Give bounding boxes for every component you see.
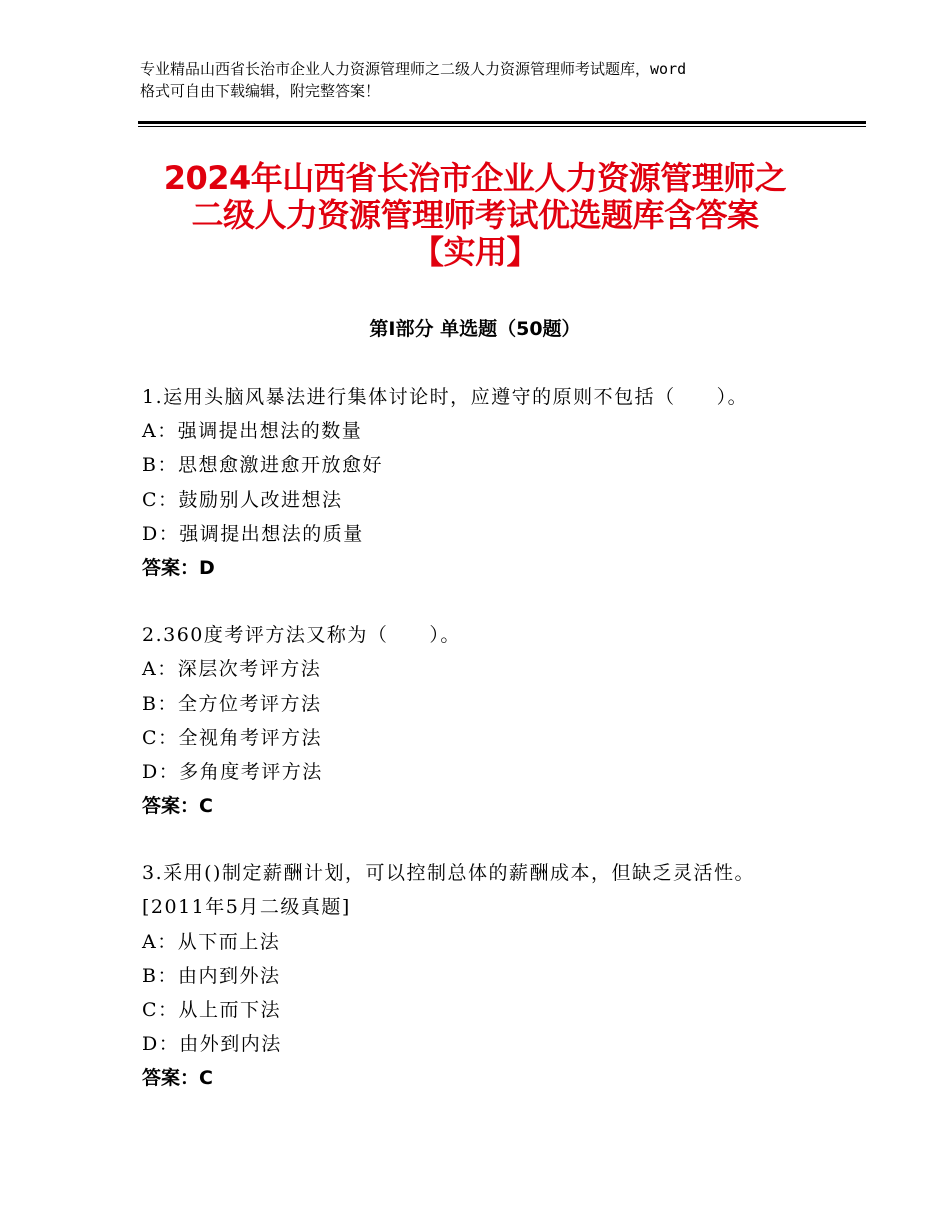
option-b: B：全方位考评方法: [142, 692, 322, 715]
answer-text: 答案：C: [142, 795, 213, 818]
option-a: A：深层次考评方法: [142, 658, 322, 681]
option-a: A：强调提出想法的数量: [142, 420, 363, 443]
title-line-1: 2024年山西省长治市企业人力资源管理师之: [163, 159, 787, 197]
question-stem: 1.运用头脑风暴法进行集体讨论时，应遵守的原则不包括（ ）。: [142, 386, 749, 408]
header-rule-thin: [138, 126, 866, 127]
header-note: [140, 58, 840, 102]
option-d: D：多角度考评方法: [142, 760, 323, 783]
question-stem: 2.360度考评方法又称为（ ）。: [142, 624, 461, 647]
question-list: [142, 380, 842, 1129]
question-item: [142, 856, 842, 1095]
title-line-3: 【实用】: [411, 233, 538, 271]
option-b: B：思想愈激进愈开放愈好: [142, 454, 383, 477]
option-c: C：从上而下法: [142, 999, 282, 1021]
option-a: A：从下而上法: [142, 930, 281, 953]
option-b: B：由内到外法: [142, 964, 281, 987]
question-item: [142, 618, 842, 823]
question-stem-continued: [2011年5月二级真题]: [142, 896, 351, 919]
section-heading: 第Ⅰ部分 单选题（50题）: [369, 318, 581, 340]
answer-text: 答案：D: [142, 556, 215, 579]
header-rule-thick: [138, 121, 866, 124]
title-line-2: 二级人力资源管理师考试优选题库含答案: [191, 196, 759, 234]
document-title: [100, 160, 850, 271]
header-note-line-2: 格式可自由下载编辑，附完整答案！: [140, 82, 381, 100]
option-d: D：强调提出想法的质量: [142, 522, 364, 545]
header-note-line-1: 专业精品山西省长治市企业人力资源管理师之二级人力资源管理师考试题库，word: [140, 60, 687, 78]
question-item: [142, 380, 842, 585]
option-c: C：鼓励别人改进想法: [142, 488, 343, 511]
answer-text: 答案：C: [142, 1067, 213, 1090]
option-c: C：全视角考评方法: [142, 726, 323, 749]
question-stem: 3.采用()制定薪酬计划，可以控制总体的薪酬成本，但缺乏灵活性。: [142, 862, 755, 885]
option-d: D：由外到内法: [142, 1033, 282, 1056]
